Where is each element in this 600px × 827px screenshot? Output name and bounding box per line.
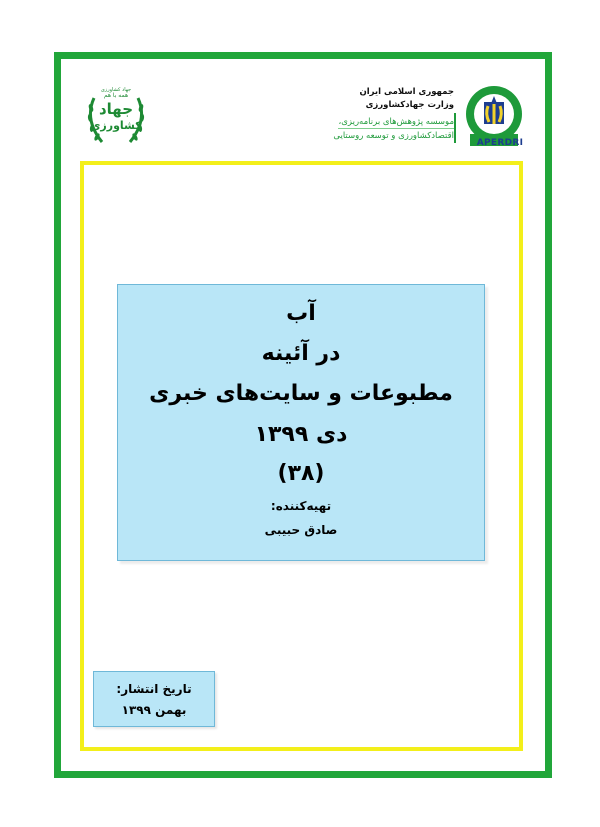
publish-date-box bbox=[93, 671, 215, 727]
title-issue-number: (۳۸) bbox=[277, 461, 325, 486]
jahad-logo-slogan: همه با هم bbox=[103, 92, 129, 99]
title-issue-month: دی ۱۳۹۹ bbox=[254, 422, 348, 447]
jahad-logo-subtitle: کشاورزی bbox=[90, 119, 142, 132]
title-water: آب bbox=[286, 301, 316, 326]
publish-date-value: بهمن ۱۳۹۹ bbox=[121, 703, 187, 717]
jahad-logo-title: جهاد bbox=[98, 100, 134, 118]
report-title-box bbox=[117, 284, 485, 561]
author-name: صادق حبیبی bbox=[264, 523, 338, 537]
ministry-name: وزارت جهادکشاورزی bbox=[365, 100, 454, 110]
institute-name-line2: اقتصادکشاورزی و توسعه روستایی bbox=[333, 131, 454, 141]
government-name: جمهوری اسلامی ایران bbox=[359, 87, 454, 97]
aperdri-logo-text: APERDRI bbox=[476, 138, 524, 148]
title-press-and-news-sites: مطبوعات و سایت‌های خبری bbox=[149, 381, 453, 406]
publish-date-label: تاریخ انتشار: bbox=[116, 682, 192, 696]
institute-name-line1: موسسه پژوهش‌های برنامه‌ریزی، bbox=[338, 117, 454, 127]
prepared-by-label: تهیه‌کننده: bbox=[270, 499, 332, 513]
institute-name-rule bbox=[338, 128, 454, 129]
title-in-mirror: در آئینه bbox=[261, 341, 341, 366]
jahad-logo-top-text: جهاد کشاورزی bbox=[100, 87, 132, 93]
